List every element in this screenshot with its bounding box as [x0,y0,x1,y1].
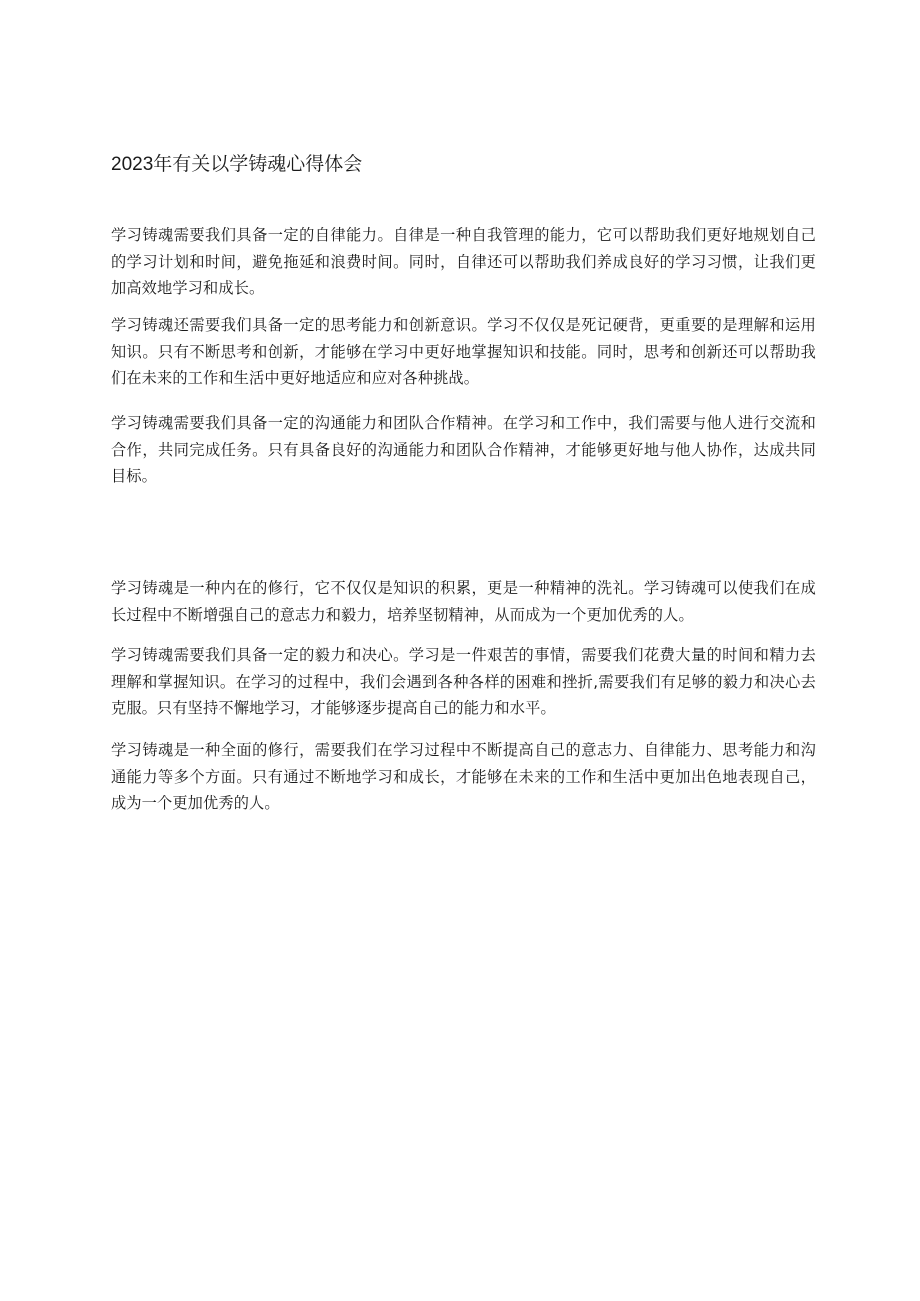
paragraph-perseverance: 学习铸魂需要我们具备一定的毅力和决心。学习是一件艰苦的事情，需要我们花费大量的时间和精力去理解和掌握知识。在学习的过程中，我们会遇到各种各样的困难和挫折,需要我们有足够的毅力和决心去克服。只有坚持不懈地学习，才能够逐步提高自己的能力和水平。 [111,646,816,718]
document-title: 2023年有关以学铸魂心得体会 [111,154,363,175]
paragraph-comprehensive-cultivation: 学习铸魂是一种全面的修行，需要我们在学习过程中不断提高自己的意志力、自律能力、思考能力和沟通能力等多个方面。只有通过不断地学习和成长，才能够在未来的工作和生活中更加出色地表现自己，成为一个更加优秀的人。 [111,741,816,813]
paragraph-thinking-innovation: 学习铸魂还需要我们具备一定的思考能力和创新意识。学习不仅仅是死记硬背，更重要的是理解和运用知识。只有不断思考和创新，才能够在学习中更好地掌握知识和技能。同时，思考和创新还可以帮助我们在未来的工作和生活中更好地适应和应对各种挑战。 [111,316,816,388]
paragraph-inner-cultivation: 学习铸魂是一种内在的修行，它不仅仅是知识的积累，更是一种精神的洗礼。学习铸魂可以使我们在成长过程中不断增强自己的意志力和毅力，培养坚韧精神，从而成为一个更加优秀的人。 [111,579,816,624]
paragraph-self-discipline: 学习铸魂需要我们具备一定的自律能力。自律是一种自我管理的能力，它可以帮助我们更好地规划自己的学习计划和时间，避免拖延和浪费时间。同时，自律还可以帮助我们养成良好的学习习惯，让我们更加高效地学习和成长。 [111,226,816,298]
paragraph-communication-teamwork: 学习铸魂需要我们具备一定的沟通能力和团队合作精神。在学习和工作中，我们需要与他人进行交流和合作，共同完成任务。只有具备良好的沟通能力和团队合作精神，才能够更好地与他人协作，达成共同目标。 [111,414,816,486]
